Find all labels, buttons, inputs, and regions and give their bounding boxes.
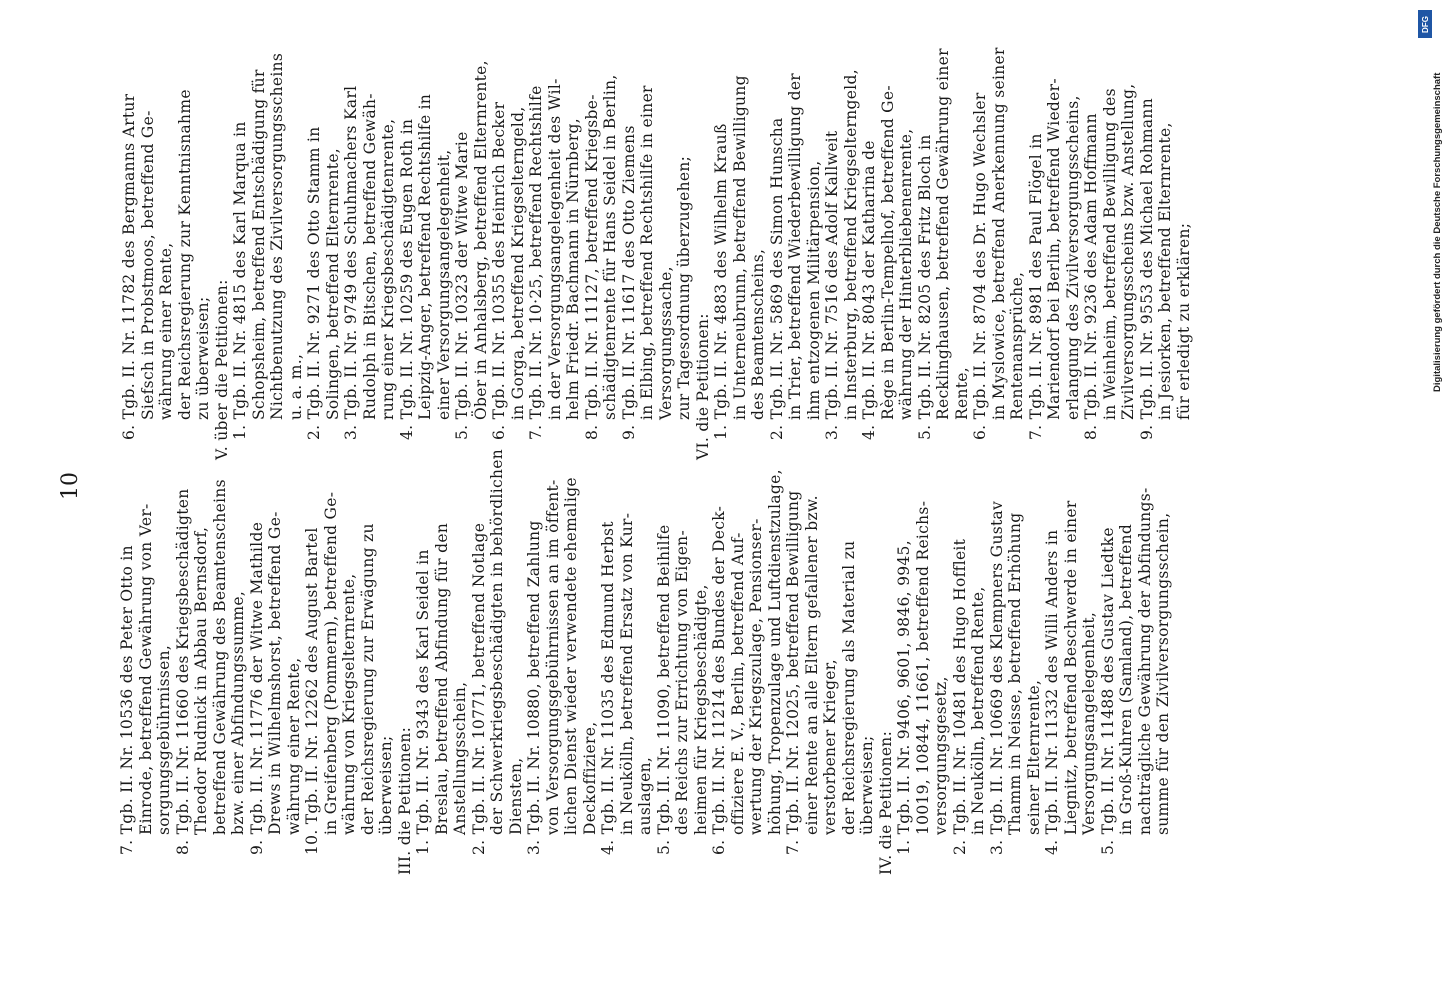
text-line: 9. Tgb. II. Nr. 11776 der Witwe Mathilde [247,521,266,855]
text-line: von Versorgungsgebührnissen an im öffent- [543,479,562,835]
text-line: 1. Tgb. II. Nr. 9406, 9601, 9846, 9945, [895,540,913,855]
text-line: 10019, 10844, 11661, betreffend Reichs- [913,500,932,835]
text-line: VI. die Petitionen: [693,313,712,460]
text-line: 7. Tgb. II. Nr. 10·25, betreffend Rechtshilfe [527,85,545,440]
text-line: in Jesiorken, betreffend Elternrente, [1156,122,1174,420]
text-line: 5. Tgb. II. Nr. 8205 des Fritz Bloch in [915,134,934,440]
text-line: schädigtenrente für Hans Seidel in Berlin, [601,74,619,420]
text-line: Mariendorf bei Berlin, betreffend Wieder- [1045,78,1063,420]
text-line: Liegnitz, betreffend Beschwerde in einer [1061,500,1080,835]
text-line: IV. die Petitionen: [876,730,895,875]
text-line: III. die Petitionen: [395,726,414,875]
text-line: 5. Tgb. II. Nr. 11488 des Gustav Liedtke [1098,527,1117,855]
text-line: helm Friedr. Bachmann in Nürnberg, [564,118,582,420]
text-line: Öber in Anhalsberg, betreffend Elternrente, [471,60,490,420]
text-line: V. über die Petitionen: [212,279,231,460]
text-line: in der Versorgungsangelegenheit des Wil- [545,78,564,420]
right-text-column [120,47,1193,460]
left-text-column [118,449,1173,875]
text-line: 2. Tgb. II. Nr. 10771, betreffend Notlage [469,522,488,855]
text-line: währung von Kriegselternrente, [340,573,358,835]
text-line: wertung der Kriegszulage, Pensionser- [747,518,765,835]
text-line: währung einer Rente, [284,657,303,835]
text-line: Rentenansprüche, [1008,271,1026,420]
text-line: 7. Tgb. II. Nr. 8981 des Paul Flögel in [1026,133,1045,440]
text-line: 4. Tgb. II. Nr. 8043 der Katharina de [860,140,878,440]
text-line: heimen für Kriegsbeschädigte, [691,584,710,835]
text-line: 9. Tgb. II. Nr. 9553 des Michael Rohmann [1137,97,1156,440]
text-line: 8. Tgb. II. Nr. 9236 des Adam Hoffmann [1082,113,1100,440]
dfg-logo-text: DFG [1420,15,1430,33]
text-line: Solingen, betreffend Elternrente, [323,147,342,420]
dfg-logo [1418,10,1432,38]
text-line: 8. Tgb. II. Nr. 11127, betreffend Kriegsbe- [582,94,601,440]
text-line: Siefsch in Probstmoos, betreffend Ge- [138,110,157,420]
text-line: 3. Tgb. II. Nr. 9749 des Schuhmachers Karl [342,85,360,440]
text-line: in Weinheim, betreffend Bewilligung des [1100,88,1119,420]
text-line: 4. Tgb. II. Nr. 10259 des Eugen Roth in [397,118,416,440]
text-line: Rudolph in Bitschen, betreffend Gewäh- [360,93,379,420]
text-line: 3. Tgb. II. Nr. 7516 des Adolf Kallweit [823,130,841,440]
text-line: Einrode, betreffend Gewährung von Ver- [136,503,155,835]
text-line: in Greifenberg (Pommern), betreffend Ge- [321,491,340,835]
text-line: 6. Tgb. II. Nr. 11214 des Bundes der Deck- [710,505,728,855]
text-line: einer Rente an alle Eltern gefallener bzw. [802,495,821,835]
text-line: 4. Tgb. II. Nr. 11035 des Edmund Herbst [599,521,617,855]
text-line: Recklinghausen, betreffend Gewährung einer [934,48,952,420]
text-line: 1. Tgb. II. Nr. 9343 des Karl Seidel in [414,549,432,855]
text-line: 8. Tgb. II. Nr. 11660 des Kriegsbeschädigten [173,488,192,855]
text-line: ihm entzogenen Militärpension, [804,160,823,420]
text-line: 1. Tgb. II. Nr. 4883 des Wilhelm Krauß [712,123,730,440]
text-line: nachträgliche Gewährung der Abfindungs- [1135,487,1154,835]
text-line: Zivilversorgungsscheins bzw. Anstellung, [1119,83,1137,420]
text-line: verstorbener Krieger, [821,659,839,835]
text-line: versorgungsgesetz, [932,676,950,835]
text-line: in Insterburg, betreffend Kriegselterngeld, [841,69,860,420]
text-line: 6. Tgb. II. Nr. 11782 des Bergmanns Artur [120,93,138,440]
text-line: des Beamtenscheins, [749,248,767,420]
text-line: 1. Tgb. II. Nr. 4815 des Karl Marqua in [231,121,249,440]
text-line: in Neukölln, betreffend Rente, [969,586,987,835]
text-line: in Gorga, betreffend Kriegselterngeld, [508,106,527,420]
text-line: 2. Tgb. II. Nr. 5869 des Simon Hunscha [767,117,786,440]
text-line: der Reichsregierung zur Erwägung zu [358,523,377,835]
text-line: Leipzig-Anger, betreffend Rechtshilfe in [416,93,434,420]
text-line: 5. Tgb. II. Nr. 11090, betreffend Beihilfe [654,524,673,855]
text-line: 3. Tgb. II. Nr. 10669 des Klempners Gustav [987,500,1006,855]
text-line: einer Versorgungsangelegenheit, [434,149,453,420]
text-line: Deckoffiziere, [580,721,599,835]
text-line: 2. Tgb. II. Nr. 9271 des Otto Stamm in [305,126,323,440]
text-line: Versorgungssache, [656,266,675,420]
text-line: in Groß-Kuhren (Samland), betreffend [1117,523,1135,835]
text-line: 10. Tgb. II. Nr. 12262 des August Bartel [303,527,321,855]
text-line: seiner Elternrente, [1024,679,1043,835]
text-line: Versorgungsangelegenheit, [1080,611,1098,835]
text-line: lichen Dienst wieder verwendete ehemalige [562,477,580,835]
text-line: Rente, [952,367,971,420]
text-line: überweisen; [377,735,395,835]
text-line: 7. Tgb. II. Nr. 10536 des Peter Otto in [118,545,136,855]
text-line: in Trier, betreffend Wiederbewilligung der [786,72,804,420]
text-line: des Reichs zur Errichtung von Eigen- [673,530,691,835]
text-line: währung der Hinterbliebenenrente, [897,128,915,420]
text-line: u. a. m., [286,353,305,420]
text-line: sorgungsgebührnissen, [155,644,173,835]
text-line: auslagen, [636,756,654,835]
text-line: Anstellungsschein, [451,681,469,835]
text-line: 9. Tgb. II. Nr. 11617 des Otto Ziemens [619,125,638,440]
text-line: überweisen; [858,735,876,835]
text-line: 6. Tgb. II. Nr. 8704 des Dr. Hugo Wechsler [971,92,989,440]
page-number: 10 [58,472,83,500]
text-line: 7. Tgb. II. Nr. 12025, betreffend Bewilligung [784,490,802,855]
text-line: Thamm in Neisse, betreffend Erhöhung [1006,512,1024,835]
text-line: bzw. einer Abfindungssumme, [229,590,247,835]
text-line: der Reichsregierung als Material zu [839,540,858,835]
text-line: Diensten, [506,757,525,835]
text-line: zu überweisen; [194,296,212,420]
text-line: 5. Tgb. II. Nr. 10323 der Witwe Marie [453,131,471,440]
text-line: summe für den Zivilversorgungsschein, [1154,512,1172,835]
text-line: in Myslowice, betreffend Anerkennung seiner [989,47,1008,420]
text-line: Drews in Wilhelmshorst, betreffend Ge- [266,511,284,835]
text-line: 4. Tgb. II. Nr. 11332 des Willi Anders in [1043,529,1061,855]
text-line: in Unterneubrunn, betreffend Bewilligung [730,75,749,420]
text-line: währung einer Rente, [157,242,175,420]
text-line: in Elbing, betreffend Rechtshilfe in einer [638,85,656,420]
text-line: rung einer Kriegsbeschädigtenrente, [379,118,397,420]
text-line: der Reichsregierung zur Kenntnisnahme [175,89,194,420]
text-line: 2. Tgb. II. Nr. 10481 des Hugo Hoffleit [950,538,969,855]
text-line: Nichtbenutzung des Zivilversorgungsscheins [268,52,286,420]
text-line: zur Tagesordnung überzugehen; [675,155,693,420]
text-line: höhung, Tropenzulage und Luftdienstzulage, [765,469,784,835]
text-line: der Schwerkriegsbeschädigten in behördlichen [488,449,506,835]
text-line: für erledigt zu erklären; [1174,222,1193,420]
text-line: offiziere E. V., Berlin, betreffend Auf- [728,532,747,835]
text-line: erlangung des Zivilversorgungsscheins, [1063,95,1082,420]
digitization-credit: Digitalisierung gefördert durch die Deutsche Forschungsgemeinschaft [1432,72,1443,392]
text-line: Breslau, betreffend Abfindung für den [432,522,451,835]
text-line: Theodor Rudnick in Abbau Bernsdorf, [192,526,210,835]
text-line: Rège in Berlin-Tempelhof, betreffend Ge- [878,85,897,420]
text-line: 3. Tgb. II. Nr. 10880, betreffend Zahlung [525,520,543,855]
text-line: Schopsheim, betreffend Entschädigung für [249,69,268,420]
text-line: 6. Tgb. II. Nr. 10355 des Heinrich Becker [490,101,508,440]
text-line: in Neukölln, betreffend Ersatz von Kur- [617,512,636,835]
text-line: betreffend Gewährung des Beamtenscheins [210,479,229,835]
